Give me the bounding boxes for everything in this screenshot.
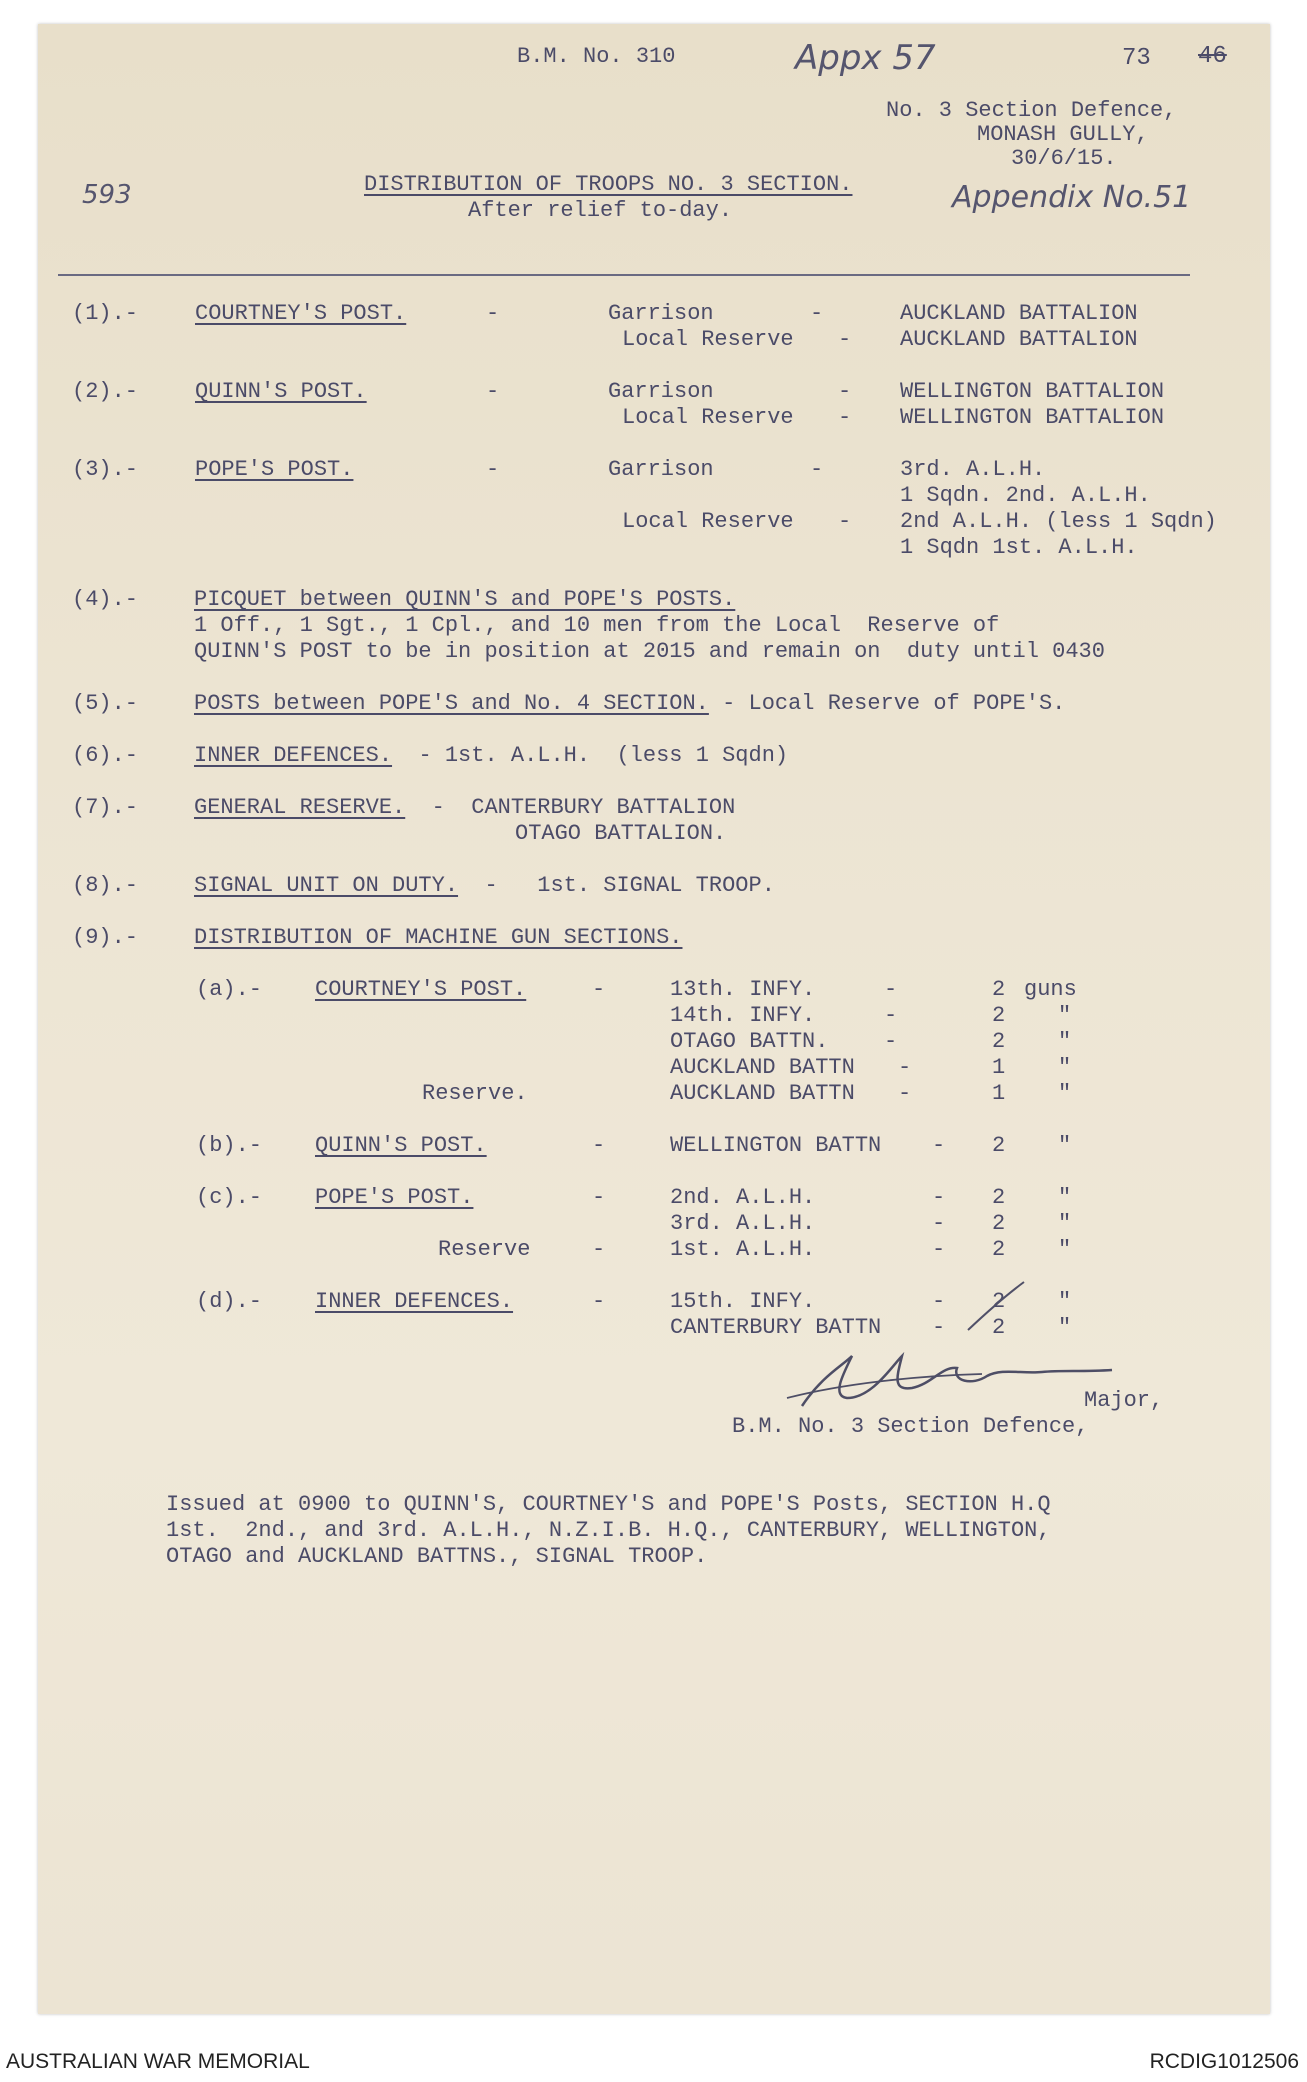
- dash: -: [592, 1289, 606, 1314]
- picquet-title: PICQUET between QUINN'S and POPE'S POSTS.: [194, 587, 736, 612]
- header-divider: [58, 274, 1190, 276]
- item-number: (8).-: [72, 873, 139, 898]
- item-number: (7).-: [72, 795, 139, 820]
- archive-id: RCDIG1012506: [1149, 2050, 1299, 2073]
- mg-post: COURTNEY'S POST.: [315, 977, 527, 1002]
- mg-count: 2: [992, 1211, 1006, 1236]
- dash: -: [838, 405, 852, 430]
- mg-unit: 3rd. A.L.H.: [670, 1211, 816, 1236]
- role-label: Garrison: [608, 301, 714, 326]
- item-detail: - Local Reserve of POPE'S.: [708, 691, 1066, 716]
- mg-unit: WELLINGTON BATTN: [670, 1133, 882, 1158]
- reserve-label: Reserve: [438, 1237, 531, 1262]
- dash: -: [932, 1211, 946, 1236]
- dash: -: [932, 1185, 946, 1210]
- dash: -: [592, 1185, 606, 1210]
- margin-note: 593: [82, 180, 132, 210]
- unit-assignment: AUCKLAND BATTALION: [900, 327, 1138, 352]
- mg-unit: 1st. A.L.H.: [670, 1237, 816, 1262]
- dash: -: [592, 1133, 606, 1158]
- item-detail: - 1st. SIGNAL TROOP.: [458, 873, 775, 898]
- mg-count: 2: [992, 1133, 1006, 1158]
- item-detail: OTAGO BATTALION.: [515, 821, 727, 846]
- mg-label: (c).-: [196, 1185, 263, 1210]
- picquet-detail: 1 Off., 1 Sgt., 1 Cpl., and 10 men from the Local Reserve of: [194, 613, 1000, 638]
- mg-unit: CANTERBURY BATTN: [670, 1315, 882, 1340]
- unit-name: No. 3 Section Defence,: [886, 98, 1177, 123]
- role-label: Garrison: [608, 457, 714, 482]
- post-name: POPE'S POST.: [195, 457, 354, 482]
- role-label: Garrison: [608, 379, 714, 404]
- item-number: (5).-: [72, 691, 139, 716]
- mg-post: QUINN'S POST.: [315, 1133, 487, 1158]
- mg-count: 2: [992, 1237, 1006, 1262]
- item-title: GENERAL RESERVE.: [194, 795, 406, 820]
- issued-line: 1st. 2nd., and 3rd. A.L.H., N.Z.I.B. H.Q., CANTERBURY, WELLINGTON,: [166, 1518, 1051, 1543]
- unit-assignment: 2nd A.L.H. (less 1 Sqdn): [900, 509, 1217, 534]
- post-name: COURTNEY'S POST.: [195, 301, 407, 326]
- dash: -: [838, 509, 852, 534]
- document-subtitle: After relief to-day.: [468, 198, 733, 223]
- unit-assignment: 1 Sqdn 1st. A.L.H.: [900, 535, 1138, 560]
- picquet-detail: QUINN'S POST to be in position at 2015 and remain on duty until 0430: [194, 639, 1105, 664]
- dash: -: [932, 1133, 946, 1158]
- unit-assignment: AUCKLAND BATTALION: [900, 301, 1138, 326]
- dash: -: [932, 1289, 946, 1314]
- appendix-stamp: Appendix No.51: [952, 180, 1192, 215]
- item-number: (2).-: [72, 379, 139, 404]
- dash: -: [810, 457, 824, 482]
- item-detail: - 1st. A.L.H. (less 1 Sqdn): [392, 743, 789, 768]
- unit-assignment: WELLINGTON BATTALION: [900, 379, 1165, 404]
- ditto-mark: ": [1058, 1055, 1072, 1080]
- pen-correction-mark: [960, 1278, 1030, 1338]
- dash: -: [932, 1237, 946, 1262]
- archive-name: AUSTRALIAN WAR MEMORIAL: [6, 2050, 310, 2073]
- signature: [782, 1336, 1122, 1416]
- location: MONASH GULLY,: [977, 122, 1149, 147]
- dash: -: [486, 301, 500, 326]
- dash: -: [884, 1003, 898, 1028]
- mg-unit-word: guns: [1024, 977, 1077, 1002]
- dash: -: [884, 977, 898, 1002]
- issued-line: OTAGO and AUCKLAND BATTNS., SIGNAL TROOP.: [166, 1544, 708, 1569]
- signatory-rank: Major,: [1084, 1388, 1164, 1413]
- mg-count: 2: [992, 1289, 1006, 1314]
- dash: -: [898, 1081, 912, 1106]
- item-number: (6).-: [72, 743, 139, 768]
- mg-post: POPE'S POST.: [315, 1185, 474, 1210]
- mg-post: INNER DEFENCES.: [315, 1289, 514, 1314]
- unit-assignment: WELLINGTON BATTALION: [900, 405, 1165, 430]
- mg-count: 2: [992, 1003, 1006, 1028]
- mg-unit: AUCKLAND BATTN: [670, 1081, 855, 1106]
- unit-assignment: 3rd. A.L.H.: [900, 457, 1046, 482]
- issued-line: Issued at 0900 to QUINN'S, COURTNEY'S and POPE'S Posts, SECTION H.Q: [166, 1492, 1051, 1517]
- item-number: (1).-: [72, 301, 139, 326]
- item-number: (4).-: [72, 587, 139, 612]
- role-label: Local Reserve: [622, 327, 794, 352]
- mg-count: 2: [992, 977, 1006, 1002]
- mg-unit: OTAGO BATTN.: [670, 1029, 829, 1054]
- item-number: (9).-: [72, 925, 139, 950]
- ditto-mark: ": [1058, 1211, 1072, 1236]
- ditto-mark: ": [1058, 1185, 1072, 1210]
- item-detail: - CANTERBURY BATTALION: [405, 795, 736, 820]
- page-number: 73: [1122, 45, 1151, 72]
- ditto-mark: ": [1058, 1133, 1072, 1158]
- date: 30/6/15.: [1011, 146, 1117, 171]
- role-label: Local Reserve: [622, 509, 794, 534]
- mg-label: (d).-: [196, 1289, 263, 1314]
- dash: -: [884, 1029, 898, 1054]
- dash: -: [486, 379, 500, 404]
- mg-unit: AUCKLAND BATTN: [670, 1055, 855, 1080]
- dash: -: [592, 1237, 606, 1262]
- item-title: POSTS between POPE'S and No. 4 SECTION.: [194, 691, 709, 716]
- mg-unit: 15th. INFY.: [670, 1289, 816, 1314]
- ditto-mark: ": [1058, 1029, 1072, 1054]
- ditto-mark: ": [1058, 1003, 1072, 1028]
- ditto-mark: ": [1058, 1081, 1072, 1106]
- dash: -: [898, 1055, 912, 1080]
- post-name: QUINN'S POST.: [195, 379, 367, 404]
- document-title: DISTRIBUTION OF TROOPS NO. 3 SECTION.: [364, 172, 853, 197]
- mg-label: (b).-: [196, 1133, 263, 1158]
- unit-assignment: 1 Sqdn. 2nd. A.L.H.: [900, 483, 1151, 508]
- dash: -: [592, 977, 606, 1002]
- mg-unit: 2nd. A.L.H.: [670, 1185, 816, 1210]
- mg-count: 2: [992, 1315, 1006, 1340]
- dash: -: [810, 301, 824, 326]
- signatory-role: B.M. No. 3 Section Defence,: [732, 1414, 1089, 1439]
- mg-count: 1: [992, 1055, 1006, 1080]
- mg-unit: 13th. INFY.: [670, 977, 816, 1002]
- role-label: Local Reserve: [622, 405, 794, 430]
- dash: -: [932, 1315, 946, 1340]
- reserve-label: Reserve.: [422, 1081, 528, 1106]
- mg-unit: 14th. INFY.: [670, 1003, 816, 1028]
- handwritten-appx: Appx 57: [795, 38, 936, 78]
- dash: -: [486, 457, 500, 482]
- item-title: DISTRIBUTION OF MACHINE GUN SECTIONS.: [194, 925, 683, 950]
- mg-count: 1: [992, 1081, 1006, 1106]
- ditto-mark: ": [1058, 1289, 1072, 1314]
- ditto-mark: ": [1058, 1315, 1072, 1340]
- mg-count: 2: [992, 1185, 1006, 1210]
- item-title: SIGNAL UNIT ON DUTY.: [194, 873, 459, 898]
- dash: -: [838, 327, 852, 352]
- item-title: INNER DEFENCES.: [194, 743, 393, 768]
- mg-label: (a).-: [196, 977, 263, 1002]
- item-number: (3).-: [72, 457, 139, 482]
- reference-number: B.M. No. 310: [517, 44, 676, 69]
- dash: -: [838, 379, 852, 404]
- page-number-struck: 46: [1198, 43, 1227, 70]
- mg-count: 2: [992, 1029, 1006, 1054]
- ditto-mark: ": [1058, 1237, 1072, 1262]
